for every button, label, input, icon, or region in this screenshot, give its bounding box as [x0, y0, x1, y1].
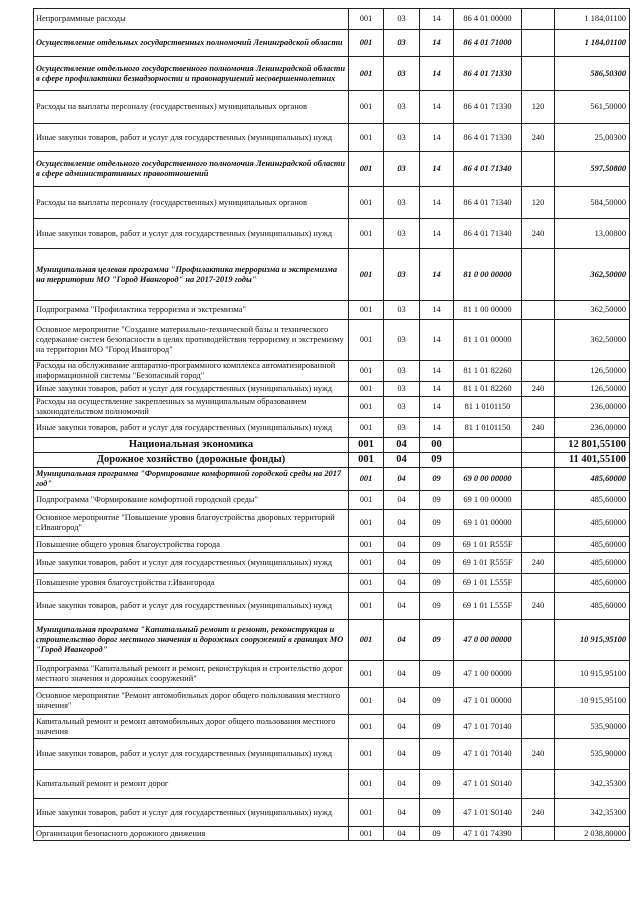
table-row: [34, 688, 630, 715]
table-row: [34, 574, 630, 593]
admin-code-cell: 001: [349, 574, 384, 593]
admin-code-cell: 001: [349, 187, 384, 219]
amount-cell: 10 915,95100: [555, 620, 630, 661]
target-article-cell: 81 1 01 00000: [454, 320, 522, 361]
name-cell: Дорожное хозяйство (дорожные фонды): [34, 453, 349, 468]
subsection-code-cell: 09: [420, 620, 454, 661]
target-article-cell: [454, 453, 522, 468]
expense-type-cell: [522, 715, 555, 739]
name-cell: Непрограммные расходы: [34, 9, 349, 30]
table-row: [34, 799, 630, 827]
expense-type-cell: [522, 9, 555, 30]
subsection-code-cell: 14: [420, 9, 454, 30]
table-row: [34, 620, 630, 661]
section-code-cell: 04: [384, 661, 420, 688]
subsection-code-cell: 14: [420, 219, 454, 249]
table-row: [34, 124, 630, 152]
amount-cell: 236,00000: [555, 397, 630, 418]
table-row: [34, 9, 630, 30]
target-article-cell: 69 1 01 R555F: [454, 553, 522, 574]
admin-code-cell: 001: [349, 301, 384, 320]
amount-cell: 485,60000: [555, 468, 630, 491]
subsection-code-cell: 09: [420, 574, 454, 593]
section-code-cell: 03: [384, 30, 420, 57]
target-article-cell: 47 1 01 74390: [454, 827, 522, 841]
target-article-cell: 47 1 01 S0140: [454, 770, 522, 799]
expense-type-cell: [522, 574, 555, 593]
section-code-cell: 04: [384, 770, 420, 799]
table-row: [34, 219, 630, 249]
amount-cell: 584,50000: [555, 187, 630, 219]
table-row: [34, 739, 630, 770]
section-code-cell: 04: [384, 491, 420, 510]
subsection-code-cell: 09: [420, 827, 454, 841]
amount-cell: 485,60000: [555, 553, 630, 574]
subsection-code-cell: 09: [420, 510, 454, 537]
section-code-cell: 04: [384, 438, 420, 453]
target-article-cell: 81 0 00 00000: [454, 249, 522, 301]
admin-code-cell: 001: [349, 382, 384, 397]
expense-type-cell: 240: [522, 553, 555, 574]
expense-type-cell: 240: [522, 739, 555, 770]
expense-type-cell: [522, 361, 555, 382]
subsection-code-cell: 14: [420, 91, 454, 124]
admin-code-cell: 001: [349, 397, 384, 418]
admin-code-cell: 001: [349, 219, 384, 249]
section-code-cell: 03: [384, 187, 420, 219]
amount-cell: 485,60000: [555, 593, 630, 620]
target-article-cell: 69 0 00 00000: [454, 468, 522, 491]
amount-cell: 342,35300: [555, 770, 630, 799]
section-code-cell: 03: [384, 124, 420, 152]
table-row: [34, 553, 630, 574]
expense-type-cell: [522, 438, 555, 453]
target-article-cell: 81 1 01 82260: [454, 361, 522, 382]
expense-type-cell: [522, 620, 555, 661]
subsection-code-cell: 09: [420, 553, 454, 574]
subsection-code-cell: 14: [420, 301, 454, 320]
table-row: [34, 418, 630, 438]
name-cell: Подпрограмма "Формирование комфортной городской среды": [34, 491, 349, 510]
name-cell: Иные закупки товаров, работ и услуг для государственных (муниципальных) нужд: [34, 593, 349, 620]
amount-cell: 362,50000: [555, 320, 630, 361]
name-cell: Повышение общего уровня благоустройства города: [34, 537, 349, 553]
name-cell: Расходы на обслуживание аппаратно-программного комплекса автоматизированной информационной системы "Безопасный город": [34, 361, 349, 382]
subsection-code-cell: 14: [420, 249, 454, 301]
name-cell: Расходы на выплаты персоналу (государственных) муниципальных органов: [34, 91, 349, 124]
amount-cell: 236,00000: [555, 418, 630, 438]
target-article-cell: 47 1 00 00000: [454, 661, 522, 688]
admin-code-cell: 001: [349, 57, 384, 91]
name-cell: Иные закупки товаров, работ и услуг для государственных (муниципальных) нужд: [34, 418, 349, 438]
name-cell: Иные закупки товаров, работ и услуг для государственных (муниципальных) нужд: [34, 124, 349, 152]
budget-table-body: [34, 9, 630, 841]
name-cell: Национальная экономика: [34, 438, 349, 453]
target-article-cell: 47 1 01 70140: [454, 715, 522, 739]
name-cell: Расходы на выплаты персоналу (государственных) муниципальных органов: [34, 187, 349, 219]
section-code-cell: 03: [384, 361, 420, 382]
table-row: [34, 187, 630, 219]
expense-type-cell: 240: [522, 799, 555, 827]
admin-code-cell: 001: [349, 361, 384, 382]
admin-code-cell: 001: [349, 152, 384, 187]
expense-type-cell: [522, 301, 555, 320]
subsection-code-cell: 09: [420, 715, 454, 739]
table-row: [34, 397, 630, 418]
table-row: [34, 91, 630, 124]
section-code-cell: 04: [384, 593, 420, 620]
name-cell: Подпрограмма "Капитальный ремонт и ремонт, реконструкция и строительство дорог местного значения и дорожных сооружений": [34, 661, 349, 688]
subsection-code-cell: 09: [420, 537, 454, 553]
name-cell: Иные закупки товаров, работ и услуг для государственных (муниципальных) нужд: [34, 553, 349, 574]
section-code-cell: 04: [384, 799, 420, 827]
subsection-code-cell: 14: [420, 187, 454, 219]
admin-code-cell: 001: [349, 739, 384, 770]
expense-type-cell: [522, 468, 555, 491]
expense-type-cell: [522, 152, 555, 187]
amount-cell: 362,50000: [555, 249, 630, 301]
subsection-code-cell: 09: [420, 799, 454, 827]
expense-type-cell: 240: [522, 219, 555, 249]
name-cell: Основное мероприятие "Создание материально-технической базы и технического содержание систем безопасности в целях противодействия терроризму и экстремизму на территории МО "Город Ивангород": [34, 320, 349, 361]
amount-cell: 1 184,01100: [555, 30, 630, 57]
subsection-code-cell: 14: [420, 57, 454, 91]
table-row: [34, 453, 630, 468]
target-article-cell: 81 1 0101150: [454, 418, 522, 438]
name-cell: Капитальный ремонт и ремонт дорог: [34, 770, 349, 799]
name-cell: Повышение уровня благоустройства г.Ивангорода: [34, 574, 349, 593]
subsection-code-cell: 14: [420, 397, 454, 418]
table-row: [34, 491, 630, 510]
target-article-cell: 86 4 01 00000: [454, 9, 522, 30]
section-code-cell: 04: [384, 553, 420, 574]
table-row: [34, 827, 630, 841]
admin-code-cell: 001: [349, 438, 384, 453]
subsection-code-cell: 14: [420, 361, 454, 382]
expense-type-cell: [522, 57, 555, 91]
subsection-code-cell: 09: [420, 739, 454, 770]
subsection-code-cell: 09: [420, 491, 454, 510]
target-article-cell: 69 1 01 L555F: [454, 574, 522, 593]
target-article-cell: 81 1 00 00000: [454, 301, 522, 320]
expense-type-cell: 240: [522, 593, 555, 620]
expense-type-cell: 120: [522, 91, 555, 124]
subsection-code-cell: 09: [420, 770, 454, 799]
amount-cell: 485,60000: [555, 510, 630, 537]
target-article-cell: 47 1 01 00000: [454, 688, 522, 715]
expense-type-cell: 240: [522, 124, 555, 152]
expense-type-cell: [522, 688, 555, 715]
subsection-code-cell: 09: [420, 468, 454, 491]
budget-table: [33, 8, 630, 841]
admin-code-cell: 001: [349, 553, 384, 574]
table-row: [34, 770, 630, 799]
section-code-cell: 03: [384, 91, 420, 124]
amount-cell: 342,35300: [555, 799, 630, 827]
section-code-cell: 03: [384, 382, 420, 397]
table-row: [34, 30, 630, 57]
expense-type-cell: [522, 30, 555, 57]
table-row: [34, 593, 630, 620]
name-cell: Осуществление отдельного государственного полномочия Ленинградской области в сфере профилактики безнадзорности и правонарушений несовершеннолетних: [34, 57, 349, 91]
target-article-cell: 81 1 01 82260: [454, 382, 522, 397]
amount-cell: 10 915,95100: [555, 688, 630, 715]
admin-code-cell: 001: [349, 9, 384, 30]
expense-type-cell: [522, 770, 555, 799]
expense-type-cell: [522, 827, 555, 841]
subsection-code-cell: 14: [420, 320, 454, 361]
expense-type-cell: 240: [522, 382, 555, 397]
table-row: [34, 57, 630, 91]
amount-cell: 126,50000: [555, 361, 630, 382]
target-article-cell: 81 1 0101150: [454, 397, 522, 418]
admin-code-cell: 001: [349, 453, 384, 468]
admin-code-cell: 001: [349, 799, 384, 827]
amount-cell: 535,90000: [555, 715, 630, 739]
table-row: [34, 301, 630, 320]
target-article-cell: 69 1 01 R555F: [454, 537, 522, 553]
target-article-cell: 47 1 01 S0140: [454, 799, 522, 827]
subsection-code-cell: 09: [420, 661, 454, 688]
section-code-cell: 04: [384, 688, 420, 715]
table-row: [34, 382, 630, 397]
section-code-cell: 03: [384, 397, 420, 418]
name-cell: Иные закупки товаров, работ и услуг для государственных (муниципальных) нужд: [34, 799, 349, 827]
table-row: [34, 152, 630, 187]
admin-code-cell: 001: [349, 593, 384, 620]
section-code-cell: 03: [384, 301, 420, 320]
target-article-cell: 86 4 01 71340: [454, 187, 522, 219]
amount-cell: 126,50000: [555, 382, 630, 397]
amount-cell: 11 401,55100: [555, 453, 630, 468]
amount-cell: 13,00800: [555, 219, 630, 249]
expense-type-cell: 120: [522, 187, 555, 219]
amount-cell: 586,50300: [555, 57, 630, 91]
target-article-cell: 86 4 01 71340: [454, 219, 522, 249]
name-cell: Муниципальная программа "Формирование комфортной городской среды на 2017 год": [34, 468, 349, 491]
name-cell: Муниципальная целевая программа "Профилактика терроризма и экстремизма на территории МО "Город Ивангород" на 2017-2019 годы": [34, 249, 349, 301]
expense-type-cell: 240: [522, 418, 555, 438]
admin-code-cell: 001: [349, 715, 384, 739]
amount-cell: 2 038,80000: [555, 827, 630, 841]
expense-type-cell: [522, 491, 555, 510]
admin-code-cell: 001: [349, 688, 384, 715]
name-cell: Организация безопасного дорожного движения: [34, 827, 349, 841]
admin-code-cell: 001: [349, 30, 384, 57]
subsection-code-cell: 00: [420, 438, 454, 453]
section-code-cell: 04: [384, 715, 420, 739]
table-row: [34, 510, 630, 537]
section-code-cell: 03: [384, 418, 420, 438]
target-article-cell: 86 4 01 71000: [454, 30, 522, 57]
target-article-cell: 47 1 01 70140: [454, 739, 522, 770]
table-row: [34, 249, 630, 301]
section-code-cell: 04: [384, 739, 420, 770]
amount-cell: 485,60000: [555, 491, 630, 510]
subsection-code-cell: 09: [420, 688, 454, 715]
subsection-code-cell: 14: [420, 418, 454, 438]
target-article-cell: 86 4 01 71340: [454, 152, 522, 187]
admin-code-cell: 001: [349, 510, 384, 537]
admin-code-cell: 001: [349, 620, 384, 661]
target-article-cell: 86 4 01 71330: [454, 124, 522, 152]
subsection-code-cell: 09: [420, 453, 454, 468]
section-code-cell: 04: [384, 537, 420, 553]
section-code-cell: 04: [384, 510, 420, 537]
section-code-cell: 03: [384, 219, 420, 249]
section-code-cell: 03: [384, 320, 420, 361]
table-row: [34, 320, 630, 361]
amount-cell: 12 801,55100: [555, 438, 630, 453]
expense-type-cell: [522, 249, 555, 301]
section-code-cell: 03: [384, 57, 420, 91]
target-article-cell: 47 0 00 00000: [454, 620, 522, 661]
admin-code-cell: 001: [349, 827, 384, 841]
table-row: [34, 715, 630, 739]
table-row: [34, 537, 630, 553]
admin-code-cell: 001: [349, 91, 384, 124]
name-cell: Иные закупки товаров, работ и услуг для государственных (муниципальных) нужд: [34, 739, 349, 770]
target-article-cell: 69 1 01 00000: [454, 510, 522, 537]
amount-cell: 1 184,01100: [555, 9, 630, 30]
name-cell: Основное мероприятие "Повышение уровня благоустройства дворовых территорий г.Ивангород": [34, 510, 349, 537]
target-article-cell: 86 4 01 71330: [454, 57, 522, 91]
admin-code-cell: 001: [349, 468, 384, 491]
section-code-cell: 04: [384, 468, 420, 491]
admin-code-cell: 001: [349, 124, 384, 152]
expense-type-cell: [522, 661, 555, 688]
admin-code-cell: 001: [349, 661, 384, 688]
expense-type-cell: [522, 510, 555, 537]
subsection-code-cell: 14: [420, 152, 454, 187]
expense-type-cell: [522, 397, 555, 418]
table-row: [34, 438, 630, 453]
name-cell: Муниципальная программа "Капитальный ремонт и ремонт, реконструкция и строительство дорог местного значения и дорожных сооружений в границах МО "Город Ивангород": [34, 620, 349, 661]
admin-code-cell: 001: [349, 491, 384, 510]
subsection-code-cell: 14: [420, 30, 454, 57]
name-cell: Подпрограмма "Профилактика терроризма и экстремизма": [34, 301, 349, 320]
name-cell: Осуществление отдельного государственного полномочия Ленинградской области в сфере административных правоотношений: [34, 152, 349, 187]
target-article-cell: [454, 438, 522, 453]
admin-code-cell: 001: [349, 418, 384, 438]
amount-cell: 485,60000: [555, 537, 630, 553]
subsection-code-cell: 09: [420, 593, 454, 620]
section-code-cell: 03: [384, 249, 420, 301]
amount-cell: 25,00300: [555, 124, 630, 152]
expense-type-cell: [522, 320, 555, 361]
admin-code-cell: 001: [349, 537, 384, 553]
amount-cell: 10 915,95100: [555, 661, 630, 688]
expense-type-cell: [522, 537, 555, 553]
name-cell: Иные закупки товаров, работ и услуг для государственных (муниципальных) нужд: [34, 382, 349, 397]
section-code-cell: 04: [384, 453, 420, 468]
amount-cell: 362,50000: [555, 301, 630, 320]
subsection-code-cell: 14: [420, 124, 454, 152]
amount-cell: 561,50000: [555, 91, 630, 124]
name-cell: Капитальный ремонт и ремонт автомобильных дорог общего пользования местного значения: [34, 715, 349, 739]
target-article-cell: 86 4 01 71330: [454, 91, 522, 124]
admin-code-cell: 001: [349, 770, 384, 799]
admin-code-cell: 001: [349, 320, 384, 361]
amount-cell: 535,90000: [555, 739, 630, 770]
name-cell: Расходы на осуществление закрепленных за муниципальным образованием законодательством полномочий: [34, 397, 349, 418]
name-cell: Осуществление отдельных государственных полномочий Ленинградской области: [34, 30, 349, 57]
target-article-cell: 69 1 00 00000: [454, 491, 522, 510]
section-code-cell: 04: [384, 827, 420, 841]
target-article-cell: 69 1 01 L555F: [454, 593, 522, 620]
subsection-code-cell: 14: [420, 382, 454, 397]
table-row: [34, 661, 630, 688]
section-code-cell: 04: [384, 574, 420, 593]
name-cell: Основное мероприятие "Ремонт автомобильных дорог общего пользования местного значения": [34, 688, 349, 715]
table-row: [34, 468, 630, 491]
name-cell: Иные закупки товаров, работ и услуг для государственных (муниципальных) нужд: [34, 219, 349, 249]
section-code-cell: 03: [384, 152, 420, 187]
amount-cell: 485,60000: [555, 574, 630, 593]
section-code-cell: 04: [384, 620, 420, 661]
expense-type-cell: [522, 453, 555, 468]
amount-cell: 597,50800: [555, 152, 630, 187]
admin-code-cell: 001: [349, 249, 384, 301]
table-row: [34, 361, 630, 382]
section-code-cell: 03: [384, 9, 420, 30]
